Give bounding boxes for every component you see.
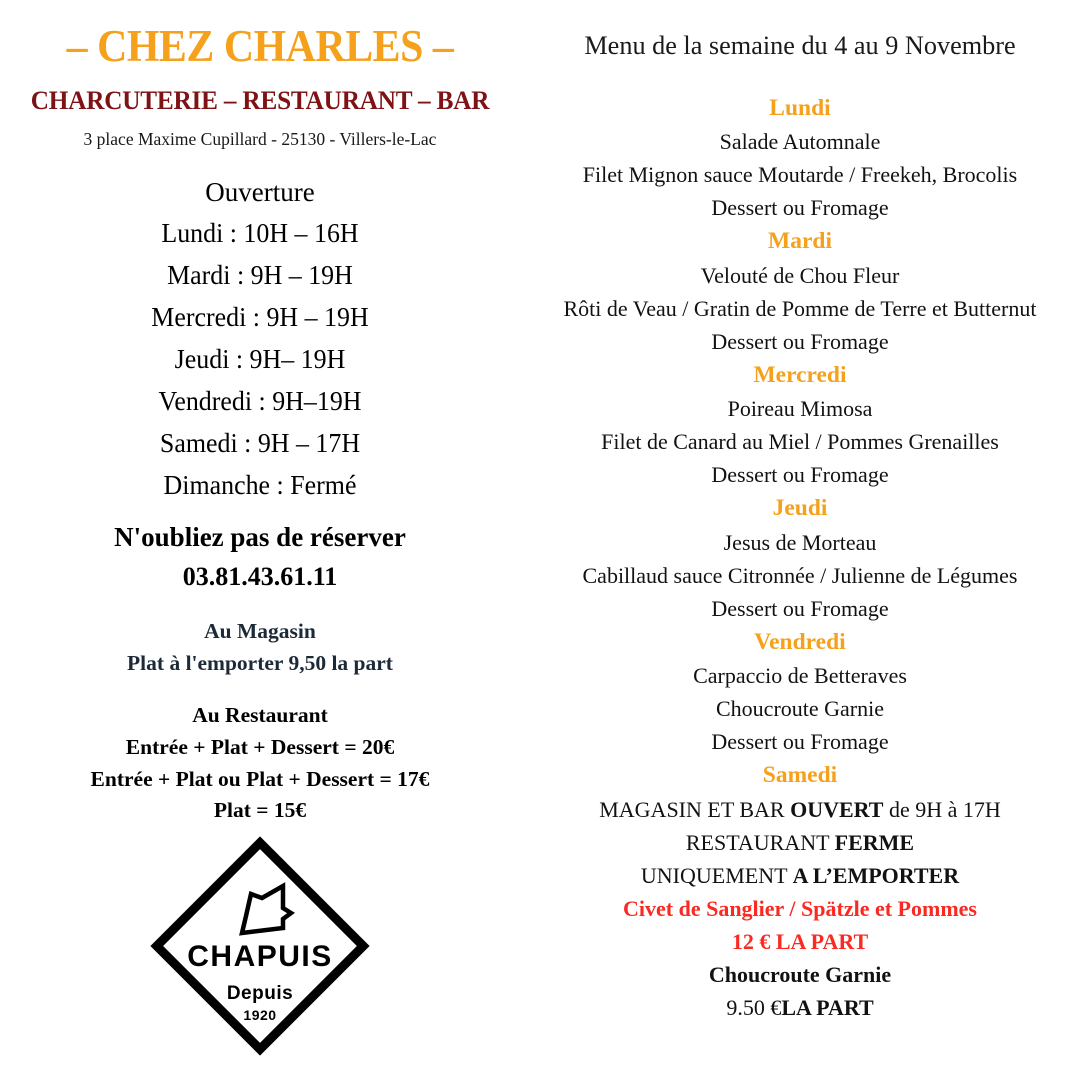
saturday-line-emphasis: A L’EMPORTER (792, 862, 960, 888)
weekly-menu-list (520, 94, 1080, 1020)
right-column (520, 0, 1080, 1080)
saturday-line (520, 994, 1080, 1020)
hours-row-jeudi: Jeudi : 9H– 19H (174, 343, 346, 374)
day-title-vendredi: Vendredi (754, 628, 846, 655)
menu-item: Filet de Canard au Miel / Pommes Grenailles (601, 429, 999, 454)
saturday-line-emphasis: OUVERT (790, 796, 884, 822)
logo-year: 1920 (243, 1006, 277, 1023)
day-block-jeudi (520, 497, 1080, 620)
logo-wordmark: CHAPUIS (187, 939, 333, 973)
reservation-block (0, 521, 520, 591)
reservation-prompt: N'oubliez pas de réserver (114, 521, 406, 552)
saturday-line (520, 895, 1080, 921)
restaurant-heading: Au Restaurant (192, 702, 328, 727)
reservation-phone[interactable]: 03.81.43.61.11 (182, 561, 338, 591)
saturday-line-emphasis: Choucroute Garnie (708, 961, 892, 987)
day-block-vendredi (520, 628, 1080, 754)
logo-depuis-label: Depuis (226, 982, 294, 1004)
menu-item: Dessert ou Fromage (711, 328, 889, 354)
saturday-line (520, 928, 1080, 954)
menu-item: Salade Automnale (719, 129, 881, 154)
saturday-line-text: UNIQUEMENT (640, 862, 793, 888)
shop-pricing-block (0, 618, 520, 675)
saturday-line-text: RESTAURANT (685, 829, 835, 855)
shop-heading: Au Magasin (204, 618, 316, 643)
opening-hours (0, 176, 520, 500)
day-title-jeudi: Jeudi (772, 495, 828, 521)
chapuis-logo (0, 836, 520, 1056)
price-two-course: Entrée + Plat ou Plat + Dessert = 17€ (90, 766, 430, 791)
day-block-mardi (520, 230, 1080, 353)
menu-item: Carpaccio de Betteraves (693, 663, 907, 688)
menu-item: Cabillaud sauce Citronnée / Julienne de Légumes (582, 562, 1018, 588)
hours-row-mardi: Mardi : 9H – 19H (167, 259, 353, 290)
saturday-line (520, 829, 1080, 855)
saturday-line-emphasis: 12 € LA PART (731, 928, 869, 954)
left-column (0, 0, 520, 1080)
price-main-only: Plat = 15€ (213, 798, 307, 822)
saturday-line (520, 862, 1080, 888)
saturday-line-text: de 9H à 17H (883, 796, 1001, 822)
shop-takeaway-price: Plat à l'emporter 9,50 la part (127, 651, 393, 675)
weekly-menu-header: Menu de la semaine du 4 au 9 Novembre (584, 30, 1016, 60)
saturday-line (520, 961, 1080, 987)
saturday-line (520, 796, 1080, 822)
saturday-line-text: 9.50 € (726, 994, 782, 1020)
day-title-lundi: Lundi (769, 94, 831, 121)
hours-row-lundi: Lundi : 10H – 16H (161, 217, 359, 248)
saturday-line-emphasis: Civet de Sanglier / Spätzle et Pommes (623, 895, 977, 921)
saturday-detail-lines (520, 796, 1080, 1020)
day-title-samedi: Samedi (762, 762, 838, 788)
hours-row-samedi: Samedi : 9H – 17H (159, 427, 361, 458)
menu-item: Jesus de Morteau (723, 529, 877, 555)
price-full-menu: Entrée + Plat + Dessert = 20€ (125, 735, 395, 759)
chapuis-logo-svg (150, 836, 370, 1056)
saturday-line-text: MAGASIN ET BAR (599, 796, 791, 822)
opening-hours-title: Ouverture (205, 176, 315, 207)
menu-item: Poireau Mimosa (727, 396, 873, 421)
menu-item: Dessert ou Fromage (711, 729, 889, 754)
menu-item: Rôti de Veau / Gratin de Pomme de Terre et Butternut (563, 295, 1037, 321)
restaurant-name: – CHEZ CHARLES – (66, 21, 454, 71)
menu-item: Dessert ou Fromage (711, 195, 889, 220)
day-title-mercredi: Mercredi (753, 361, 847, 388)
menu-item: Dessert ou Fromage (711, 462, 889, 487)
hours-row-mercredi: Mercredi : 9H – 19H (151, 301, 369, 332)
hours-row-vendredi: Vendredi : 9H–19H (158, 385, 362, 416)
saturday-line-emphasis: LA PART (781, 994, 874, 1020)
menu-item: Velouté de Chou Fleur (700, 262, 900, 288)
menu-item: Filet Mignon sauce Moutarde / Freekeh, Brocolis (582, 162, 1018, 187)
menu-item: Dessert ou Fromage (711, 595, 889, 621)
day-block-lundi (520, 94, 1080, 220)
chalet-arrow-icon (242, 886, 291, 933)
menu-item: Choucroute Garnie (716, 696, 884, 721)
day-block-mercredi (520, 361, 1080, 487)
restaurant-tagline: CHARCUTERIE – RESTAURANT – BAR (30, 86, 490, 115)
saturday-line-emphasis: FERME (834, 829, 915, 855)
hours-row-dimanche: Dimanche : Fermé (163, 469, 357, 500)
restaurant-address: 3 place Maxime Cupillard - 25130 - Villers-le-Lac (83, 129, 437, 149)
restaurant-pricing-block (0, 702, 520, 822)
day-block-samedi (520, 764, 1080, 1019)
day-title-mardi: Mardi (768, 228, 832, 254)
